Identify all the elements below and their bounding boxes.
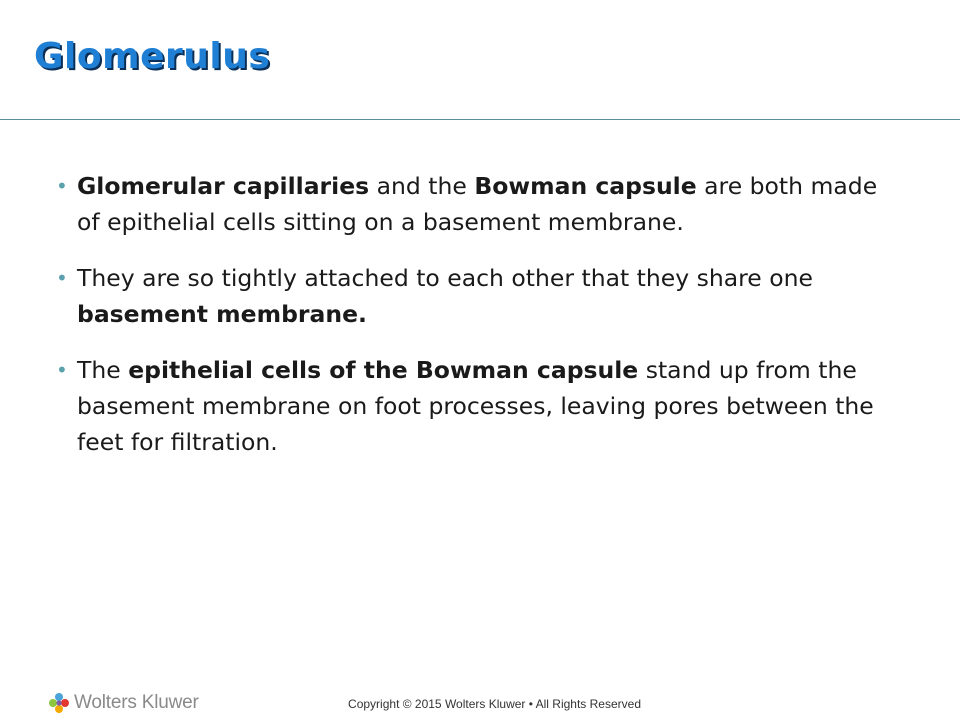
bullet-marker-icon: • xyxy=(56,174,68,198)
bullet-item xyxy=(56,260,896,332)
wolters-kluwer-logo-icon xyxy=(48,692,70,714)
slide-title: Glomerulus xyxy=(34,36,271,77)
bullet-text-bold: basement membrane. xyxy=(77,300,367,328)
bullet-text-bold: epithelial cells of the Bowman capsule xyxy=(128,356,639,384)
bullet-text: stand up from the basement membrane on foot processes, leaving pores between the feet for filtration. xyxy=(77,356,874,456)
bullet-text: and the xyxy=(369,172,475,200)
logo-text: Wolters Kluwer xyxy=(74,692,199,713)
title-divider xyxy=(0,119,960,120)
bullet-marker-icon: • xyxy=(56,358,68,382)
bullet-text-bold: Glomerular capillaries xyxy=(77,172,370,200)
bullet-item xyxy=(56,352,896,460)
bullet-text-bold: Bowman capsule xyxy=(474,172,697,200)
bullet-item xyxy=(56,168,896,240)
bullet-marker-icon: • xyxy=(56,266,68,290)
copyright-notice: Copyright © 2015 Wolters Kluwer • All Rights Reserved xyxy=(348,697,641,711)
bullet-text: The xyxy=(77,356,129,384)
bullet-text: They are so tightly attached to each other that they share one xyxy=(77,264,813,292)
bullet-list xyxy=(56,168,896,480)
bullet-text: are both made of epithelial cells sitting on a basement membrane. xyxy=(77,172,878,236)
footer-logo xyxy=(48,690,199,716)
